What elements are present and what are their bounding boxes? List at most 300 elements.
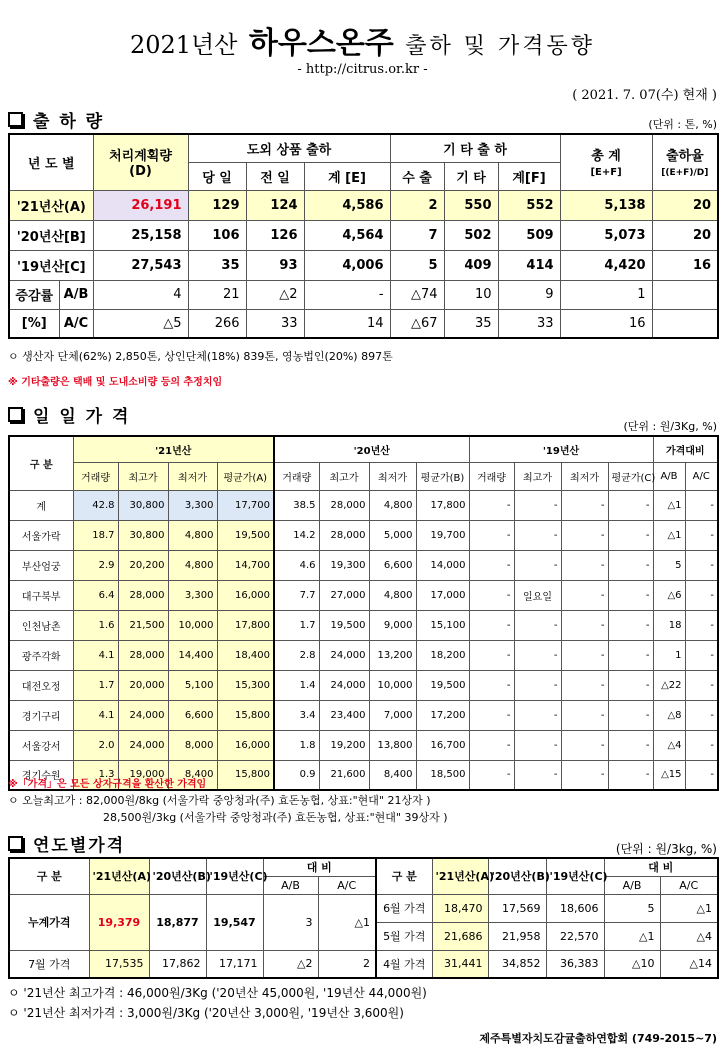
table-row	[9, 309, 718, 338]
cell-plan-highlight: 26,191	[93, 190, 188, 220]
cell: -	[469, 760, 514, 790]
cell: 17,200	[416, 700, 469, 730]
cell: 14,400	[168, 640, 217, 670]
cell: 21,686	[432, 922, 488, 950]
table-row	[9, 280, 718, 309]
yearly-title-text: 연도별가격	[33, 836, 126, 856]
cell: △2	[246, 280, 304, 309]
sub-header: 평균가(B)	[416, 462, 469, 490]
cell: △2	[263, 950, 318, 978]
cell: 28,000	[319, 490, 369, 520]
sub-header: 평균가(C)	[608, 462, 653, 490]
cell: 409	[444, 250, 498, 280]
table-row	[9, 700, 718, 730]
cell	[652, 309, 718, 338]
row-label: 광주각화	[9, 640, 73, 670]
cell: △67	[390, 309, 444, 338]
sub-header: A/B	[604, 876, 660, 894]
cell: 414	[498, 250, 560, 280]
table-row	[9, 580, 718, 610]
table-row	[9, 520, 718, 550]
col-today: 당 일	[188, 162, 246, 190]
cell: 7	[390, 220, 444, 250]
cell-highlight: 19,379	[89, 894, 149, 950]
cell: 3,300	[168, 580, 217, 610]
cell: -	[561, 550, 608, 580]
cell: 18,606	[546, 894, 604, 922]
yearly-section-title	[8, 831, 125, 856]
row-label: '21년산(A)	[9, 190, 93, 220]
col-sum-f: 계[F]	[498, 162, 560, 190]
cell: 1.3	[73, 760, 118, 790]
cell: 266	[188, 309, 246, 338]
cell: 4,800	[369, 490, 416, 520]
col-export: 수 출	[390, 162, 444, 190]
cell: 17,535	[89, 950, 149, 978]
col-domestic: 도외 상품 출하	[188, 134, 390, 162]
cell: 1	[653, 640, 685, 670]
row-label: 대구북부	[9, 580, 73, 610]
cell: 4,800	[168, 520, 217, 550]
row-label: 7월 가격	[9, 950, 89, 978]
cell: 7.7	[274, 580, 319, 610]
table-row	[9, 640, 718, 670]
cell: 10	[444, 280, 498, 309]
cell: 42.8	[73, 490, 118, 520]
sub-header: 최저가	[369, 462, 416, 490]
col-group: 구 분	[9, 436, 73, 490]
yearly-right-table	[375, 857, 719, 979]
cell: 27,543	[93, 250, 188, 280]
row-label: 서울강서	[9, 730, 73, 760]
shipment-title-text: 출 하 량	[33, 112, 105, 132]
sub-header: 거래량	[274, 462, 319, 490]
cell: 38.5	[274, 490, 319, 520]
cell: 129	[188, 190, 246, 220]
sub-header: 최저가	[168, 462, 217, 490]
cell: 16,000	[217, 730, 274, 760]
title-product: 하우스온주	[248, 26, 394, 61]
cell: -	[685, 490, 718, 520]
cell: 18	[653, 610, 685, 640]
cell: 16	[560, 309, 652, 338]
shipment-note: ㅇ 생산자 단체(62%) 2,850톤, 상인단체(18%) 839톤, 영농법인(20%) 897톤	[8, 350, 393, 363]
row-label: 경기구리	[9, 700, 73, 730]
cell: 5,000	[369, 520, 416, 550]
cell: 2.9	[73, 550, 118, 580]
yearly-unit: (단위 : 원/3kg, %)	[615, 842, 717, 856]
cell: 23,400	[319, 700, 369, 730]
cell: -	[561, 490, 608, 520]
cell: -	[608, 550, 653, 580]
sub-header: 거래량	[73, 462, 118, 490]
cell: 21,958	[488, 922, 546, 950]
cell: -	[561, 670, 608, 700]
cell: 17,000	[416, 580, 469, 610]
title-year: 2021년산	[129, 31, 238, 59]
col-cmp: 가격대비	[653, 436, 718, 462]
table-row	[9, 950, 376, 978]
col-plan: 처리계획량 (D)	[93, 134, 188, 190]
cell: -	[469, 580, 514, 610]
cell: -	[561, 610, 608, 640]
cell: -	[608, 490, 653, 520]
cell: 8,000	[168, 730, 217, 760]
cell: 14	[304, 309, 390, 338]
cell: 15,100	[416, 610, 469, 640]
row-label: 누계가격	[9, 894, 89, 950]
cell: -	[608, 700, 653, 730]
cell: △4	[653, 730, 685, 760]
cell	[652, 280, 718, 309]
cell: -	[608, 520, 653, 550]
row-label: 5월 가격	[376, 922, 432, 950]
diff-label: 증감률	[9, 280, 59, 309]
cell: △8	[653, 700, 685, 730]
cell: -	[685, 670, 718, 700]
col-prev: 전 일	[246, 162, 304, 190]
row-label: A/C	[59, 309, 93, 338]
cell: △74	[390, 280, 444, 309]
cell: 33	[498, 309, 560, 338]
cell: 30,800	[118, 490, 168, 520]
cell: -	[608, 670, 653, 700]
cell: 21,600	[319, 760, 369, 790]
row-label: 4월 가격	[376, 950, 432, 978]
cell: -	[561, 640, 608, 670]
cell: 19,500	[217, 520, 274, 550]
cell: 28,000	[118, 580, 168, 610]
cell: 16,000	[217, 580, 274, 610]
row-label: '20년산[B]	[9, 220, 93, 250]
cell: 1.7	[73, 670, 118, 700]
cell: -	[469, 490, 514, 520]
daily-note-max-price: ㅇ 오늘최고가 : 82,000원/8kg (서울가락 중앙청과(주) 효돈농협, 상표:"현대" 21상자 )	[8, 794, 431, 807]
cell: 24,000	[319, 670, 369, 700]
col-year: 년 도 별	[9, 134, 93, 190]
col-cmp: 대 비	[604, 858, 718, 876]
table-row	[9, 610, 718, 640]
row-label: '19년산[C]	[9, 250, 93, 280]
cell: 5,073	[560, 220, 652, 250]
cell: 106	[188, 220, 246, 250]
page-title	[0, 18, 725, 62]
cell: 502	[444, 220, 498, 250]
table-row	[9, 670, 718, 700]
cell: -	[514, 490, 561, 520]
shipment-section-title	[8, 107, 104, 132]
daily-red-note: ※「가격」은 모든 상자규격을 환산한 가격임	[8, 779, 207, 790]
col-h21: '21년산(A)	[89, 858, 149, 894]
yearly-note-min: ㅇ '21년산 최저가격 : 3,000원/3Kg ('20년산 3,000원, '19년산 3,600원)	[8, 1006, 404, 1020]
cell: △22	[653, 670, 685, 700]
title-subtitle: 출하 및 가격동향	[405, 34, 596, 59]
cell: 3	[263, 894, 318, 950]
cell: 5	[653, 550, 685, 580]
table-row	[376, 922, 718, 950]
cell: -	[514, 550, 561, 580]
col-sum-e: 계 [E]	[304, 162, 390, 190]
cell: -	[561, 700, 608, 730]
cell: 18,200	[416, 640, 469, 670]
col-etc: 기 타	[444, 162, 498, 190]
cell: -	[514, 640, 561, 670]
cell: 552	[498, 190, 560, 220]
cell: 35	[188, 250, 246, 280]
cell: 28,000	[118, 640, 168, 670]
cell: 17,171	[206, 950, 263, 978]
daily-note-max-price-2: 28,500원/3kg (서울가락 중앙청과(주) 효돈농협, 상표:"현대" 39상자 )	[103, 811, 448, 824]
col-total: 총 계 [E+F]	[560, 134, 652, 190]
col-y21: '21년산	[73, 436, 274, 462]
col-y19: '19년산	[469, 436, 653, 462]
cell: △6	[653, 580, 685, 610]
cell: 8,400	[168, 760, 217, 790]
cell: 15,800	[217, 700, 274, 730]
row-label: A/B	[59, 280, 93, 309]
cell: △15	[653, 760, 685, 790]
table-row	[9, 894, 376, 950]
cell: 1.6	[73, 610, 118, 640]
cell: 124	[246, 190, 304, 220]
cell: 4,006	[304, 250, 390, 280]
cell: 5,100	[168, 670, 217, 700]
cell: △1	[653, 490, 685, 520]
sub-header: A/C	[318, 876, 376, 894]
cell: 20,000	[118, 670, 168, 700]
cell: 4.1	[73, 640, 118, 670]
cell: -	[514, 610, 561, 640]
table-row	[376, 950, 718, 978]
cell: 1.8	[274, 730, 319, 760]
cell: -	[469, 730, 514, 760]
cell: △1	[653, 520, 685, 550]
col-ratio: 출하율 [(E+F)/D]	[652, 134, 718, 190]
table-row	[9, 550, 718, 580]
footer-org: 제주특별자치도감귤출하연합회 (749-2015~7)	[479, 1032, 717, 1045]
cell: 0.9	[274, 760, 319, 790]
cell: -	[469, 610, 514, 640]
site-url[interactable]: - http://citrus.or.kr -	[297, 62, 428, 77]
cell: 14,700	[217, 550, 274, 580]
col-h20: '20년산(B)	[488, 858, 546, 894]
cell: 19,000	[118, 760, 168, 790]
cell: 9	[498, 280, 560, 309]
cell: 20,200	[118, 550, 168, 580]
cell: 2.8	[274, 640, 319, 670]
table-row	[9, 250, 718, 280]
cell: 18.7	[73, 520, 118, 550]
cell: 5	[390, 250, 444, 280]
cell: 126	[246, 220, 304, 250]
cell: -	[685, 580, 718, 610]
cell: 14.2	[274, 520, 319, 550]
cell: 16,700	[416, 730, 469, 760]
cell: 17,862	[149, 950, 206, 978]
sub-header: 최고가	[118, 462, 168, 490]
sub-header: 최고가	[514, 462, 561, 490]
table-row	[9, 220, 718, 250]
col-h19: '19년산(C)	[206, 858, 263, 894]
cell: 4,800	[369, 580, 416, 610]
cell: -	[469, 550, 514, 580]
cell: 15,800	[217, 760, 274, 790]
cell: 7,000	[369, 700, 416, 730]
cell: -	[685, 520, 718, 550]
cell: 6.4	[73, 580, 118, 610]
cell: 15,300	[217, 670, 274, 700]
row-label: 경기수원	[9, 760, 73, 790]
sub-header: A/B	[653, 462, 685, 490]
cell: 1.7	[274, 610, 319, 640]
cell: △1	[660, 894, 718, 922]
cell: △10	[604, 950, 660, 978]
row-label: 서울가락	[9, 520, 73, 550]
sub-header: 거래량	[469, 462, 514, 490]
cell: -	[685, 760, 718, 790]
sub-header: 평균가(A)	[217, 462, 274, 490]
cell: 19,200	[319, 730, 369, 760]
cell: -	[561, 580, 608, 610]
cell: 2	[318, 950, 376, 978]
cell: 19,300	[319, 550, 369, 580]
cell: 19,500	[319, 610, 369, 640]
cell: 일요일	[514, 580, 561, 610]
col-h21: '21년산(A)	[432, 858, 488, 894]
cell: 8,400	[369, 760, 416, 790]
cell: 2.0	[73, 730, 118, 760]
cell: -	[304, 280, 390, 309]
cell: 6,600	[168, 700, 217, 730]
checkbox-icon	[8, 112, 23, 127]
cell: 10,000	[168, 610, 217, 640]
cell: 3,300	[168, 490, 217, 520]
cell: 5	[604, 894, 660, 922]
cell: 16	[652, 250, 718, 280]
table-row	[9, 190, 718, 220]
cell: 18,400	[217, 640, 274, 670]
sub-header: A/C	[660, 876, 718, 894]
checkbox-icon	[8, 407, 23, 422]
cell: 27,000	[319, 580, 369, 610]
cell: -	[561, 760, 608, 790]
col-other: 기 타 출 하	[390, 134, 560, 162]
cell: -	[608, 610, 653, 640]
col-group: 구 분	[376, 858, 432, 894]
cell: 1.4	[274, 670, 319, 700]
cell: -	[514, 670, 561, 700]
yearly-left-table	[8, 857, 377, 979]
sub-header: 최저가	[561, 462, 608, 490]
cell: 17,800	[217, 610, 274, 640]
cell: 19,547	[206, 894, 263, 950]
cell: 20	[652, 220, 718, 250]
as-of-date: ( 2021. 7. 07(수) 현재 )	[572, 88, 717, 103]
cell: -	[514, 760, 561, 790]
cell: -	[469, 520, 514, 550]
cell: 17,569	[488, 894, 546, 922]
cell: -	[608, 580, 653, 610]
cell: -	[608, 730, 653, 760]
cell: 4	[93, 280, 188, 309]
cell: △14	[660, 950, 718, 978]
cell: 21,500	[118, 610, 168, 640]
cell: 21	[188, 280, 246, 309]
cell: -	[514, 700, 561, 730]
cell: 4,564	[304, 220, 390, 250]
sub-header: A/B	[263, 876, 318, 894]
cell: -	[685, 550, 718, 580]
cell: 1	[560, 280, 652, 309]
row-label: 부산엄궁	[9, 550, 73, 580]
daily-unit: (단위 : 원/3Kg, %)	[623, 420, 717, 433]
cell: 20	[652, 190, 718, 220]
cell: 34,852	[488, 950, 546, 978]
shipment-table	[8, 133, 719, 339]
cell: △5	[93, 309, 188, 338]
cell: -	[608, 640, 653, 670]
daily-section-title	[8, 402, 130, 427]
pct-label: [%]	[9, 309, 59, 338]
cell: 22,570	[546, 922, 604, 950]
cell: -	[469, 700, 514, 730]
shipment-red-note: ※ 기타출량은 택배 및 도내소비량 등의 추정치임	[8, 377, 223, 388]
cell: 93	[246, 250, 304, 280]
cell: 19,500	[416, 670, 469, 700]
cell: 18,877	[149, 894, 206, 950]
cell: 9,000	[369, 610, 416, 640]
cell: 17,700	[217, 490, 274, 520]
cell: 35	[444, 309, 498, 338]
cell: 6,600	[369, 550, 416, 580]
col-h19: '19년산(C)	[546, 858, 604, 894]
cell: 36,383	[546, 950, 604, 978]
cell: 24,000	[118, 730, 168, 760]
row-label: 계	[9, 490, 73, 520]
cell: 4,420	[560, 250, 652, 280]
cell: -	[469, 640, 514, 670]
daily-price-table	[8, 435, 719, 791]
cell: 18,500	[416, 760, 469, 790]
cell: 18,470	[432, 894, 488, 922]
cell: -	[685, 730, 718, 760]
cell: △1	[604, 922, 660, 950]
checkbox-icon	[8, 836, 23, 851]
cell: 4.1	[73, 700, 118, 730]
cell: -	[561, 520, 608, 550]
cell: 4.6	[274, 550, 319, 580]
cell: -	[608, 760, 653, 790]
cell: 24,000	[118, 700, 168, 730]
col-group: 구 분	[9, 858, 89, 894]
cell: 509	[498, 220, 560, 250]
cell: 550	[444, 190, 498, 220]
row-label: 인천남촌	[9, 610, 73, 640]
col-h20: '20년산(B)	[149, 858, 206, 894]
row-label: 대전오정	[9, 670, 73, 700]
cell: 24,000	[319, 640, 369, 670]
cell: 4,800	[168, 550, 217, 580]
sub-header: 최고가	[319, 462, 369, 490]
cell: 19,700	[416, 520, 469, 550]
cell: 13,800	[369, 730, 416, 760]
cell: -	[561, 730, 608, 760]
row-label: 6월 가격	[376, 894, 432, 922]
cell: 10,000	[369, 670, 416, 700]
cell: -	[469, 670, 514, 700]
cell: 30,800	[118, 520, 168, 550]
cell: 4,586	[304, 190, 390, 220]
